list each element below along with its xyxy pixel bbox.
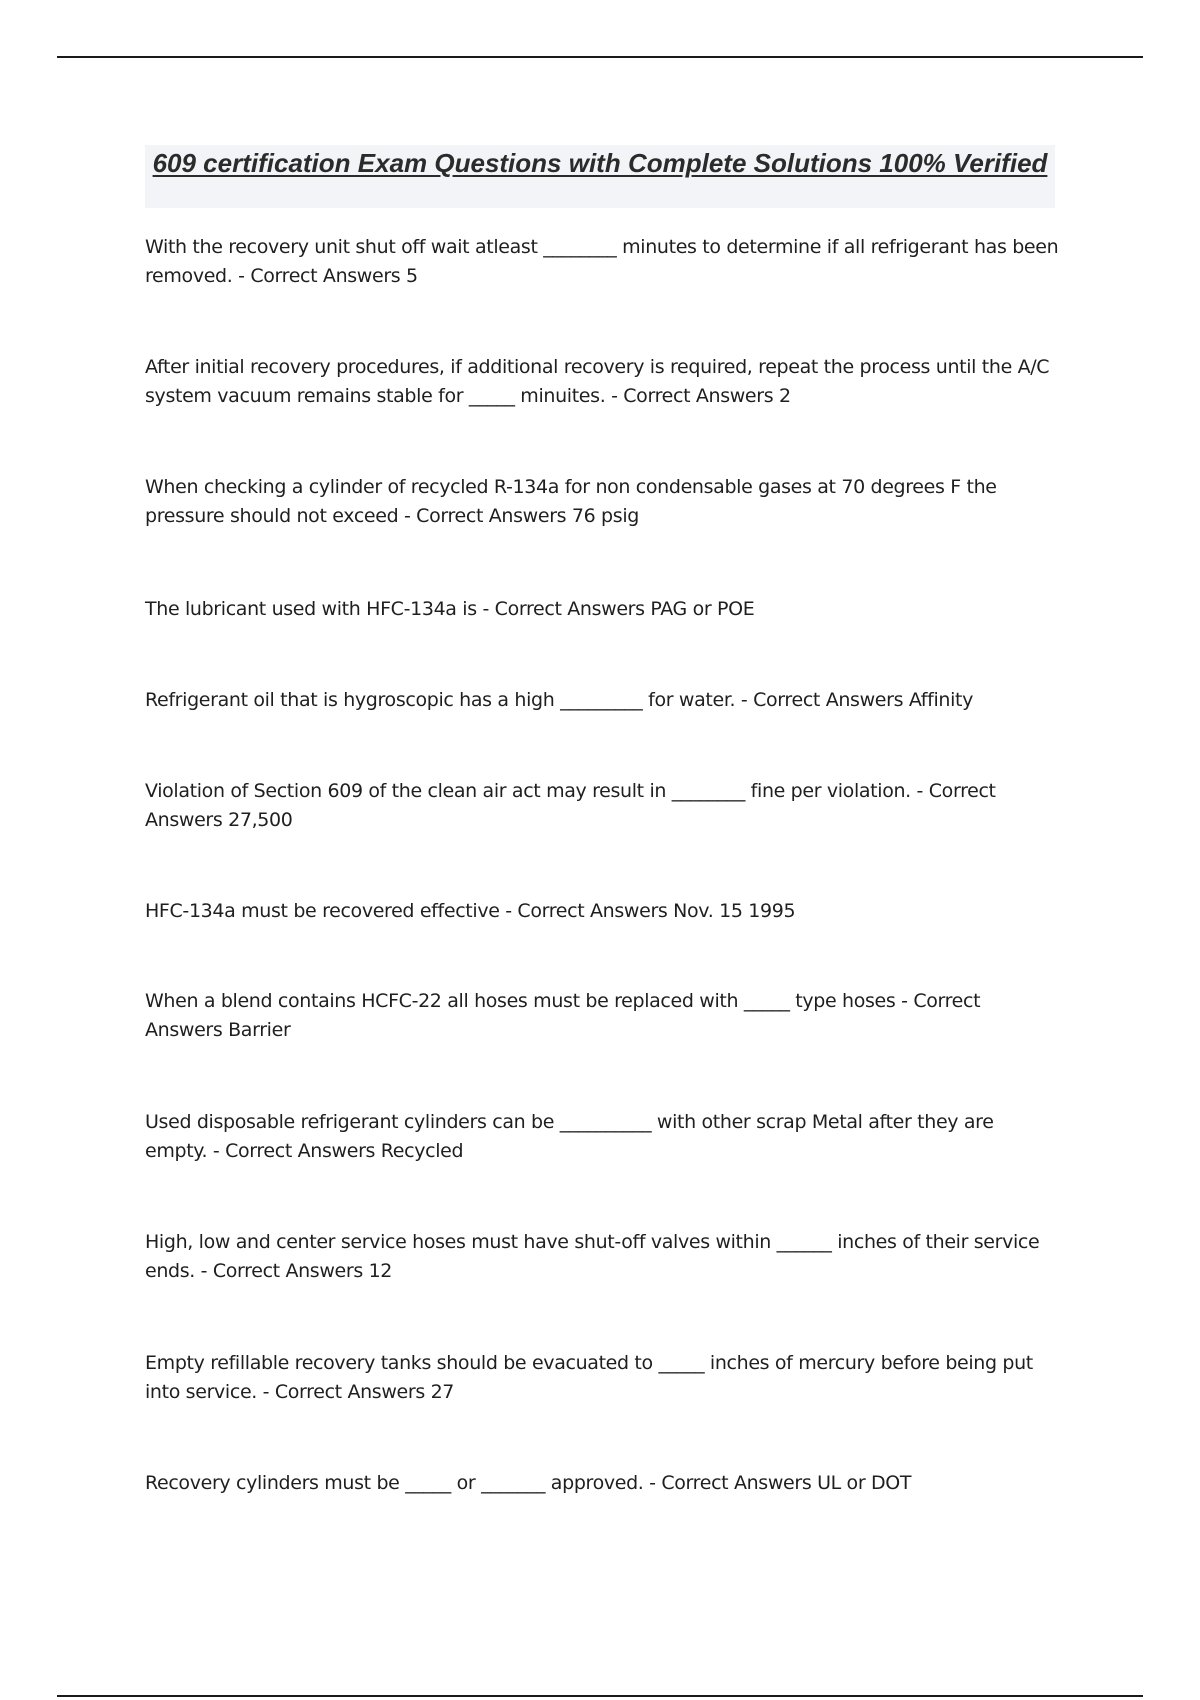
question-2: After initial recovery procedures, if additional recovery is required, repeat the process until the A/C system vacuum remains stable for _____ minuites. - Correct Answers 2	[145, 356, 1050, 407]
question-8: When a blend contains HCFC-22 all hoses must be replaced with _____ type hoses - Correct Answers Barrier	[145, 990, 981, 1041]
question-5: Refrigerant oil that is hygroscopic has a high _________ for water. - Correct Answers Affinity	[145, 689, 974, 711]
question-12: Recovery cylinders must be _____ or _______ approved. - Correct Answers UL or DOT	[145, 1472, 912, 1494]
question-1: With the recovery unit shut off wait atleast ________ minutes to determine if all refrigerant has been removed. - Correct Answers 5	[145, 236, 1059, 287]
question-4: The lubricant used with HFC-134a is - Correct Answers PAG or POE	[145, 598, 755, 620]
footer-rule	[57, 1695, 1143, 1697]
title-box	[145, 145, 1055, 208]
question-9: Used disposable refrigerant cylinders can be __________ with other scrap Metal after they are empty. - Correct Answers Recycled	[145, 1111, 994, 1162]
header-rule	[57, 56, 1143, 58]
question-10: High, low and center service hoses must have shut-off valves within ______ inches of their service ends. - Correct Answers 12	[145, 1231, 1040, 1282]
question-11: Empty refillable recovery tanks should be evacuated to _____ inches of mercury before being put into service. - Correct Answers 27	[145, 1352, 1033, 1403]
question-7: HFC-134a must be recovered effective - Correct Answers Nov. 15 1995	[145, 900, 796, 922]
question-3: When checking a cylinder of recycled R-134a for non condensable gases at 70 degrees F the pressure should not exceed - Correct Answers 76 psig	[145, 476, 997, 527]
question-6: Violation of Section 609 of the clean air act may result in ________ fine per violation. - Correct Answers 27,500	[145, 780, 996, 831]
document-title: 609 certification Exam Questions with Complete Solutions 100% Verified	[152, 148, 1048, 178]
